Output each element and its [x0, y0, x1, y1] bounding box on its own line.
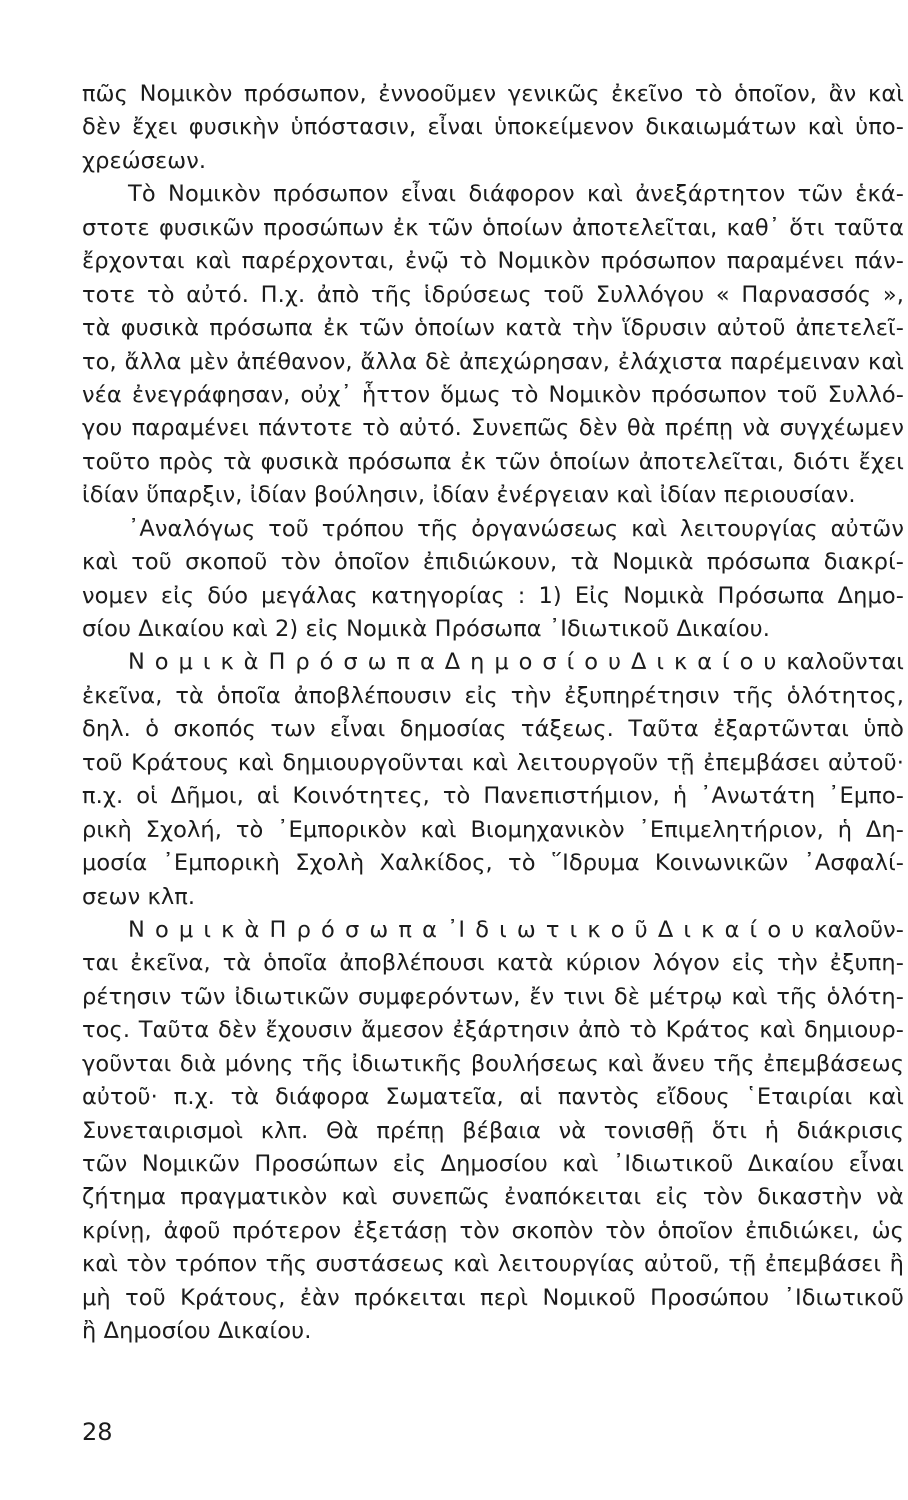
text-line: σίου Δικαίου καὶ 2) εἰς Νομικὰ Πρόσωπα ᾽Ιδιωτικοῦ Δικαίου. [82, 616, 770, 642]
text-line: τος. Ταῦτα δὲν ἔχουσιν ἄμεσον ἐξάρτησιν ἀπὸ τὸ Κράτος καὶ δημιουρ- [82, 1017, 904, 1044]
text-line: νομεν εἰς δύο μεγάλας κατηγορίας : 1) Εἰς Νομικὰ Πρόσωπα Δημο- [82, 582, 904, 609]
text-line: μοσία ᾽Εμπορικὴ Σχολὴ Χαλκίδος, τὸ ῞Ιδρυμα Κοινωνικῶν ᾽Ασφαλί- [82, 850, 904, 877]
text-line: νέα ἐνεγράφησαν, οὐχ᾽ ἧττον ὅμως τὸ Νομικὸν πρόσωπον τοῦ Συλλό- [82, 381, 904, 408]
text-line: ἢ Δημοσίου Δικαίου. [82, 1318, 312, 1345]
text-line: ἔρχονται καὶ παρέρχονται, ἐνῷ τὸ Νομικὸν πρόσωπον παραμένει πάν- [82, 248, 904, 275]
text-line: καὶ τοῦ σκοποῦ τὸν ὁποῖον ἐπιδιώκουν, τὰ Νομικὰ πρόσωπα διακρί- [82, 549, 904, 576]
text-line: γοῦνται διὰ μόνης τῆς ἰδιωτικῆς βουλήσεως καὶ ἄνευ τῆς ἐπεμβάσεως [82, 1050, 904, 1077]
text-line: καὶ τὸν τρόπον τῆς συστάσεως καὶ λειτουργίας αὐτοῦ, τῇ ἐπεμβάσει ἢ [82, 1251, 904, 1278]
text-line: χρεώσεων. [82, 147, 207, 174]
text-line: ἐκεῖνα, τὰ ὁποῖα ἀποβλέπουσιν εἰς τὴν ἐξυπηρέτησιν τῆς ὁλότητος, [82, 682, 904, 709]
text-line: αὐτοῦ· π.χ. τὰ διάφορα Σωματεῖα, αἱ παντὸς εἴδους ῾Εταιρίαι καὶ [82, 1084, 904, 1111]
text-line: τῶν Νομικῶν Προσώπων εἰς Δημοσίου καὶ ᾽Ιδιωτικοῦ Δικαίου εἶναι [82, 1151, 904, 1177]
text-line: γου παραμένει πάντοτε τὸ αὐτό. Συνεπῶς δὲν θὰ πρέπῃ νὰ συγχέωμεν [82, 415, 904, 442]
text-line: ρικὴ Σχολή, τὸ ᾽Εμπορικὸν καὶ Βιομηχανικὸν ᾽Επιμελητήριον, ἡ Δη- [82, 816, 904, 843]
text-line: σεων κλπ. [82, 883, 196, 910]
paragraph-start-line: Ν ο μ ι κ ὰ Π ρ ό σ ω π α Δ η μ ο σ ί ο υ Δ ι κ α ί ο υ καλοῦνται [128, 649, 904, 676]
paragraph-start-line: Τὸ Νομικὸν πρόσωπον εἶναι διάφορον καὶ ἀνεξάρτητον τῶν ἑκά- [128, 181, 904, 208]
text-line: πῶς Νομικὸν πρόσωπον, ἐννοοῦμεν γενικῶς ἐκεῖνο τὸ ὁποῖον, ἂν καὶ [82, 81, 904, 107]
paragraph-start-line: ᾽Αναλόγως τοῦ τρόπου τῆς ὀργανώσεως καὶ λειτουργίας αὐτῶν [128, 515, 904, 542]
text-line: δὲν ἔχει φυσικὴν ὑπόστασιν, εἶναι ὑποκείμενον δικαιωμάτων καὶ ὑπο- [82, 114, 904, 141]
text-line: κρίνῃ, ἀφοῦ πρότερον ἐξετάσῃ τὸν σκοπὸν τὸν ὁποῖον ἐπιδιώκει, ὡς [82, 1217, 904, 1244]
text-line: Συνεταιρισμοὶ κλπ. Θὰ πρέπῃ βέβαια νὰ τονισθῇ ὅτι ἡ διάκρισις [82, 1117, 904, 1144]
text-line: ἰδίαν ὕπαρξιν, ἰδίαν βούλησιν, ἰδίαν ἐνέργειαν καὶ ἰδίαν περιουσίαν. [82, 482, 856, 509]
text-line: τοτε τὸ αὐτό. Π.χ. ἀπὸ τῆς ἱδρύσεως τοῦ Συλλόγου « Παρνασσός », [82, 281, 904, 308]
text-line: ρέτησιν τῶν ἰδιωτικῶν συμφερόντων, ἔν τινι δὲ μέτρῳ καὶ τῆς ὁλότη- [82, 983, 904, 1010]
page-number: 28 [82, 1418, 113, 1446]
text-line: ται ἐκεῖνα, τὰ ὁποῖα ἀποβλέπουσι κατὰ κύριον λόγον εἰς τὴν ἐξυπη- [82, 950, 904, 977]
body-text [82, 78, 904, 1349]
text-line: το, ἄλλα μὲν ἀπέθανον, ἄλλα δὲ ἀπεχώρησαν, ἐλάχιστα παρέμειναν καὶ [82, 348, 904, 375]
paragraph-start-line: Ν ο μ ι κ ὰ Π ρ ό σ ω π α ᾽Ι δ ι ω τ ι κ ο ῦ Δ ι κ α ί ο υ καλοῦν- [128, 916, 904, 943]
text-line: δηλ. ὁ σκοπός των εἶναι δημοσίας τάξεως. Ταῦτα ἐξαρτῶνται ὑπὸ [82, 716, 904, 743]
text-line: τοῦτο πρὸς τὰ φυσικὰ πρόσωπα ἐκ τῶν ὁποίων ἀποτελεῖται, διότι ἔχει [82, 448, 904, 475]
text-line: τὰ φυσικὰ πρόσωπα ἐκ τῶν ὁποίων κατὰ τὴν ἵδρυσιν αὐτοῦ ἀπετελεῖ- [82, 315, 904, 342]
text-line: ζήτημα πραγματικὸν καὶ συνεπῶς ἐναπόκειται εἰς τὸν δικαστὴν νὰ [82, 1184, 904, 1211]
text-line: π.χ. οἱ Δῆμοι, αἱ Κοινότητες, τὸ Πανεπιστήμιον, ἡ ᾽Ανωτάτη ᾽Εμπο- [82, 783, 904, 810]
text-line: τοῦ Κράτους καὶ δημιουργοῦνται καὶ λειτουργοῦν τῇ ἐπεμβάσει αὐτοῦ· [82, 749, 904, 776]
text-line: μὴ τοῦ Κράτους, ἐὰν πρόκειται περὶ Νομικοῦ Προσώπου ᾽Ιδιωτικοῦ [82, 1284, 904, 1311]
text-line: στοτε φυσικῶν προσώπων ἐκ τῶν ὁποίων ἀποτελεῖται, καθ᾽ ὅτι ταῦτα [82, 214, 904, 241]
